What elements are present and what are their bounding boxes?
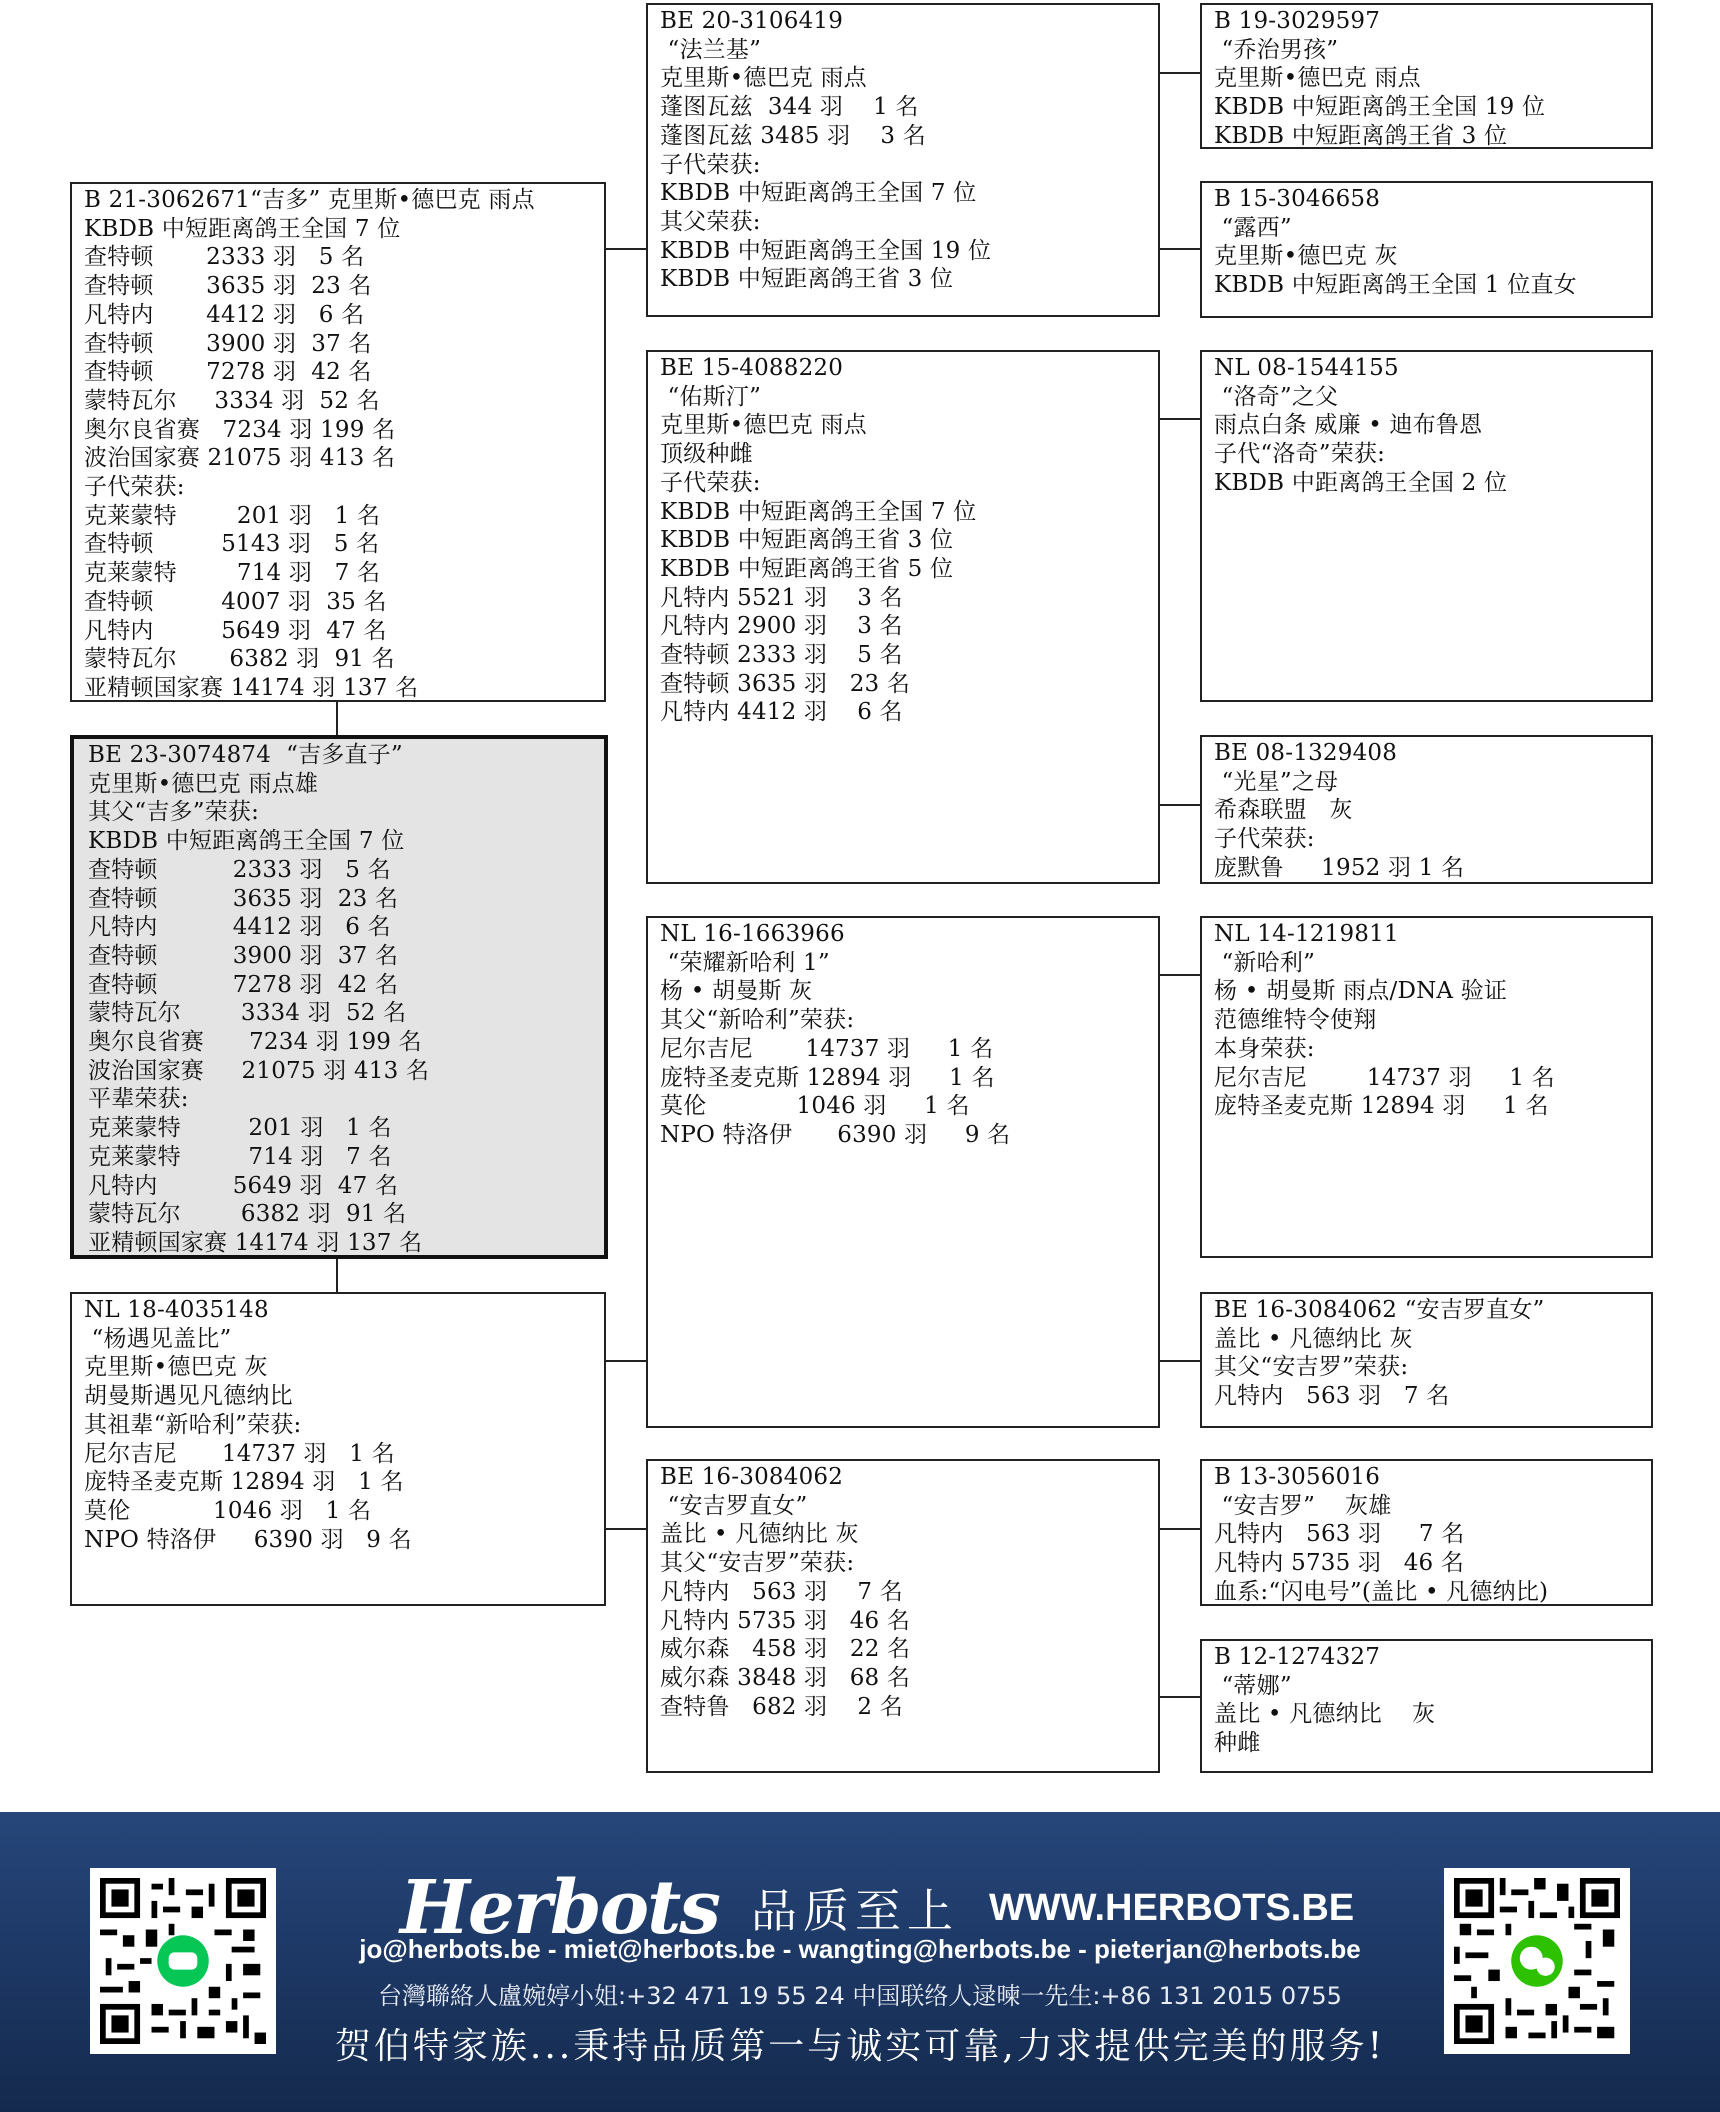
pedigree-line: BE 16-3084062 “安吉罗直女”: [1214, 1297, 1545, 1323]
pedigree-line: 凡特内 563 羽 7 名: [660, 1578, 903, 1605]
connector-dam-dd: [606, 1528, 646, 1530]
pedigree-line: NPO 特洛伊 6390 羽 9 名: [84, 1526, 412, 1553]
brand-slogan: 品质至上: [750, 1884, 959, 1938]
connector-sd-sds: [1160, 418, 1200, 420]
pedigree-line: 蒙特瓦尔 3334 羽 52 名: [88, 1000, 407, 1027]
connector-sire-subject: [336, 702, 338, 736]
pedigree-line: “杨遇见盖比”: [84, 1325, 232, 1352]
website-link[interactable]: WWW.HERBOTS.BE: [988, 1886, 1355, 1929]
connector-subject-dam: [336, 1258, 338, 1292]
pedigree-line: 尼尔吉尼 14737 羽 1 名: [660, 1035, 994, 1062]
pedigree-line: B 19-3029597: [1214, 8, 1381, 34]
pedigree-line: 凡特内 2900 羽 3 名: [660, 613, 903, 640]
connector-ss-ssd: [1160, 248, 1200, 250]
pedigree-line: 奥尔良省赛 7234 羽 199 名: [88, 1029, 422, 1056]
pedigree-line: 查特顿 7278 羽 42 名: [88, 971, 399, 998]
sire-dam-sire-card: [1200, 350, 1653, 702]
pedigree-line: 顶级种雌: [660, 441, 753, 468]
pedigree-line: 威尔森 458 羽 22 名: [660, 1636, 911, 1663]
contact-phones: 台灣聯絡人盧婉婷小姐:+32 471 19 55 24 中国联络人逯暕一先生:+86 131 2015 0755: [378, 1982, 1342, 2010]
pedigree-line: 凡特内 5735 羽 46 名: [660, 1607, 911, 1634]
sire-sire-sire-card: [1200, 3, 1653, 149]
footer-banner: [0, 1812, 1720, 2112]
pedigree-line: 查特顿 4007 羽 35 名: [84, 588, 387, 615]
pedigree-line: 尼尔吉尼 14737 羽 1 名: [1214, 1064, 1555, 1091]
pedigree-line: KBDB 中短距离鸽王全国 19 位: [1214, 94, 1546, 121]
pedigree-line: 凡特内 4412 羽 6 名: [88, 914, 391, 941]
pedigree-line: B 12-1274327: [1214, 1644, 1381, 1670]
pedigree-line: NPO 特洛伊 6390 羽 9 名: [660, 1121, 1011, 1148]
herbots-logo: Herbots: [400, 1865, 719, 1951]
pedigree-line: “安吉罗” 灰雄: [1214, 1492, 1392, 1519]
qr-code-line[interactable]: [90, 1868, 276, 2054]
pedigree-line: “乔治男孩”: [1214, 36, 1339, 63]
pedigree-line: KBDB 中短距离鸽王省 3 位: [660, 527, 954, 554]
pedigree-line: 尼尔吉尼 14737 羽 1 名: [84, 1440, 395, 1467]
pedigree-line: 凡特内 563 羽 7 名: [1214, 1383, 1450, 1410]
pedigree-line: 庞特圣麦克斯 12894 羽 1 名: [660, 1064, 995, 1091]
pedigree-line: 希森联盟 灰: [1214, 797, 1353, 824]
pedigree-line: 其父“安吉罗”荣获:: [660, 1550, 855, 1577]
pedigree-line: “蒂娜”: [1214, 1672, 1292, 1699]
pedigree-line: “新哈利”: [1214, 949, 1316, 976]
pedigree-line: 莫伦 1046 羽 1 名: [84, 1497, 372, 1524]
pedigree-line: 庞特圣麦克斯 12894 羽 1 名: [84, 1469, 404, 1496]
sire-sire-dam-card: [1200, 181, 1653, 318]
pedigree-line: 雨点白条 威廉 • 迪布鲁恩: [1214, 412, 1483, 439]
pedigree-line: “佑斯汀”: [660, 383, 762, 410]
pedigree-line: 蒙特瓦尔 6382 羽 91 名: [88, 1201, 407, 1228]
connector-ds-dss: [1160, 974, 1200, 976]
sire-card: [70, 182, 606, 702]
connector-dam-ds: [606, 1360, 646, 1362]
pedigree-line: KBDB 中短距离鸽王省 5 位: [660, 555, 954, 582]
pedigree-line: 凡特内 4412 羽 6 名: [660, 699, 903, 726]
pedigree-line: BE 23-3074874 “吉多直子”: [88, 742, 403, 768]
connector-dd-dds: [1160, 1528, 1200, 1530]
pedigree-line: 庞默鲁 1952 羽 1 名: [1214, 854, 1465, 881]
connector-sire-sd: [606, 248, 626, 250]
dam-card: [70, 1292, 606, 1606]
pedigree-line: BE 08-1329408: [1214, 740, 1398, 766]
pedigree-line: KBDB 中短距离鸽王全国 19 位: [660, 237, 992, 264]
pedigree-line: NL 14-1219811: [1214, 921, 1399, 947]
connector-ds-dsd: [1160, 1360, 1200, 1362]
pedigree-line: 克里斯•德巴克 雨点: [660, 412, 867, 439]
pedigree-line: 子代荣获:: [660, 151, 761, 178]
pedigree-line: 查特顿 2333 羽 5 名: [88, 856, 391, 883]
pedigree-line: 波治国家赛 21075 羽 413 名: [88, 1057, 430, 1084]
pedigree-line: KBDB 中短距离鸽王全国 7 位: [84, 215, 401, 242]
pedigree-line: B 15-3046658: [1214, 186, 1381, 212]
pedigree-line: KBDB 中短距离鸽王全国 7 位: [660, 180, 977, 207]
pedigree-line: 平辈荣获:: [88, 1086, 189, 1113]
pedigree-line: 查特顿 3900 羽 37 名: [84, 330, 372, 357]
pedigree-line: 克莱蒙特 714 羽 7 名: [84, 560, 381, 587]
pedigree-line: 杨 • 胡曼斯 灰: [660, 978, 813, 1005]
pedigree-line: 波治国家赛 21075 羽 413 名: [84, 445, 396, 472]
pedigree-line: 查特鲁 682 羽 2 名: [660, 1693, 903, 1720]
pedigree-line: 查特顿 2333 羽 5 名: [84, 244, 365, 271]
pedigree-line: 血系:“闪电号”(盖比 • 凡德纳比): [1214, 1578, 1549, 1605]
connector-ss-sss: [1160, 72, 1200, 74]
pedigree-line: 亚精顿国家赛 14174 羽 137 名: [88, 1229, 423, 1256]
pedigree-line: 蒙特瓦尔 6382 羽 91 名: [84, 646, 395, 673]
pedigree-line: KBDB 中短距离鸽王全国 7 位: [660, 498, 977, 525]
pedigree-line: BE 20-3106419: [660, 8, 844, 34]
pedigree-line: “洛奇”之父: [1214, 383, 1339, 410]
pedigree-line: 盖比 • 凡德纳比 灰: [1214, 1701, 1436, 1728]
pedigree-line: 查特顿 2333 羽 5 名: [660, 642, 903, 669]
pedigree-line: KBDB 中短距离鸽王省 3 位: [1214, 122, 1508, 149]
pedigree-line: NL 16-1663966: [660, 921, 845, 947]
pedigree-line: 子代“洛奇”荣获:: [1214, 441, 1386, 468]
pedigree-line: “露西”: [1214, 214, 1292, 241]
pedigree-line: B 21-3062671“吉多” 克里斯•德巴克 雨点: [84, 187, 535, 213]
pedigree-line: 查特顿 5143 羽 5 名: [84, 531, 380, 558]
dam-sire-dam-card: [1200, 1292, 1653, 1428]
pedigree-line: 威尔森 3848 羽 68 名: [660, 1664, 911, 1691]
dam-dam-sire-card: [1200, 1459, 1653, 1606]
pedigree-line: 凡特内 5649 羽 47 名: [88, 1172, 399, 1199]
pedigree-line: KBDB 中短距离鸽王全国 7 位: [88, 828, 405, 855]
pedigree-line: 蓬图瓦兹 344 羽 1 名: [660, 94, 919, 121]
pedigree-line: 凡特内 563 羽 7 名: [1214, 1521, 1465, 1548]
pedigree-line: 子代荣获:: [1214, 826, 1315, 853]
pedigree-line: BE 15-4088220: [660, 355, 844, 381]
pedigree-line: BE 16-3084062: [660, 1464, 844, 1490]
sire-sire-card: [646, 3, 1160, 317]
pedigree-line: KBDB 中距离鸽王全国 2 位: [1214, 469, 1508, 496]
pedigree-line: 凡特内 5521 羽 3 名: [660, 584, 903, 611]
pedigree-line: 子代荣获:: [660, 469, 761, 496]
pedigree-line: 种雌: [1214, 1730, 1261, 1757]
pedigree-line: 范德维特令使翔: [1214, 1007, 1377, 1034]
pedigree-line: NL 18-4035148: [84, 1297, 269, 1323]
dam-dam-card: [646, 1459, 1160, 1773]
pedigree-line: 胡曼斯遇见凡德纳比: [84, 1383, 293, 1410]
pedigree-line: 盖比 • 凡德纳比 灰: [1214, 1325, 1413, 1352]
pedigree-line: “荣耀新哈利 1”: [660, 949, 830, 976]
family-motto: 贺伯特家族...秉持品质第一与诚实可靠,力求提供完美的服务!: [334, 2026, 1386, 2067]
pedigree-line: KBDB 中短距离鸽王全国 1 位直女: [1214, 272, 1577, 299]
pedigree-line: 亚精顿国家赛 14174 羽 137 名: [84, 674, 419, 701]
pedigree-line: 其父“安吉罗”荣获:: [1214, 1354, 1409, 1381]
pedigree-line: 杨 • 胡曼斯 雨点/DNA 验证: [1214, 978, 1508, 1005]
sire-dam-dam-card: [1200, 735, 1653, 884]
pedigree-line: 查特顿 3635 羽 23 名: [84, 273, 372, 300]
pedigree-line: 克莱蒙特 201 羽 1 名: [88, 1115, 392, 1142]
pedigree-line: 克里斯•德巴克 雨点雄: [88, 770, 319, 797]
connector-dd-ddd: [1160, 1696, 1200, 1698]
pedigree-line: 克莱蒙特 201 羽 1 名: [84, 502, 381, 529]
pedigree-line: 查特顿 3635 羽 23 名: [88, 885, 399, 912]
pedigree-line: KBDB 中短距离鸽王省 3 位: [660, 266, 954, 293]
pedigree-line: 查特顿 3900 羽 37 名: [88, 942, 399, 969]
pedigree-line: “法兰基”: [660, 36, 762, 63]
qr-line-icon: [100, 1878, 266, 2044]
pedigree-line: 庞特圣麦克斯 12894 羽 1 名: [1214, 1093, 1549, 1120]
pedigree-line: 克里斯•德巴克 雨点: [1214, 65, 1421, 92]
pedigree-line: 凡特内 5649 羽 47 名: [84, 617, 387, 644]
pedigree-line: 奥尔良省赛 7234 羽 199 名: [84, 416, 396, 443]
dam-sire-sire-card: [1200, 916, 1653, 1258]
pedigree-line: 其父“吉多”荣获:: [88, 799, 260, 826]
pedigree-line: 莫伦 1046 羽 1 名: [660, 1093, 970, 1120]
pedigree-line: 克里斯•德巴克 雨点: [660, 65, 867, 92]
pedigree-line: 凡特内 5735 羽 46 名: [1214, 1550, 1465, 1577]
pedigree-line: 克里斯•德巴克 灰: [84, 1354, 268, 1381]
pedigree-line: “光星”之母: [1214, 768, 1339, 795]
subject-card: [70, 735, 608, 1259]
pedigree-line: 蒙特瓦尔 3334 羽 52 名: [84, 387, 380, 414]
pedigree-line: “安吉罗直女”: [660, 1492, 808, 1519]
pedigree-line: 查特顿 3635 羽 23 名: [660, 670, 911, 697]
pedigree-line: 克里斯•德巴克 灰: [1214, 243, 1398, 270]
pedigree-line: 其父“新哈利”荣获:: [660, 1007, 855, 1034]
pedigree-line: 盖比 • 凡德纳比 灰: [660, 1521, 859, 1548]
qr-code-wechat[interactable]: [1444, 1868, 1630, 2054]
dam-dam-dam-card: [1200, 1639, 1653, 1773]
pedigree-line: 子代荣获:: [84, 474, 185, 501]
pedigree-line: 其父荣获:: [660, 208, 761, 235]
pedigree-line: 本身荣获:: [1214, 1035, 1315, 1062]
connector-sd-sdd: [1160, 804, 1200, 806]
dam-sire-card: [646, 916, 1160, 1428]
pedigree-line: 蓬图瓦兹 3485 羽 3 名: [660, 122, 926, 149]
sire-dam-card: [646, 350, 1160, 884]
qr-wechat-icon: [1454, 1878, 1620, 2044]
contact-emails[interactable]: jo@herbots.be - miet@herbots.be - wangting@herbots.be - pieterjan@herbots.be: [359, 1934, 1361, 1964]
pedigree-line: 其祖辈“新哈利”荣获:: [84, 1411, 302, 1438]
pedigree-line: 查特顿 7278 羽 42 名: [84, 359, 372, 386]
pedigree-line: 克莱蒙特 714 羽 7 名: [88, 1143, 392, 1170]
pedigree-line: NL 08-1544155: [1214, 355, 1399, 381]
pedigree-line: 凡特内 4412 羽 6 名: [84, 301, 365, 328]
pedigree-line: B 13-3056016: [1214, 1464, 1381, 1490]
